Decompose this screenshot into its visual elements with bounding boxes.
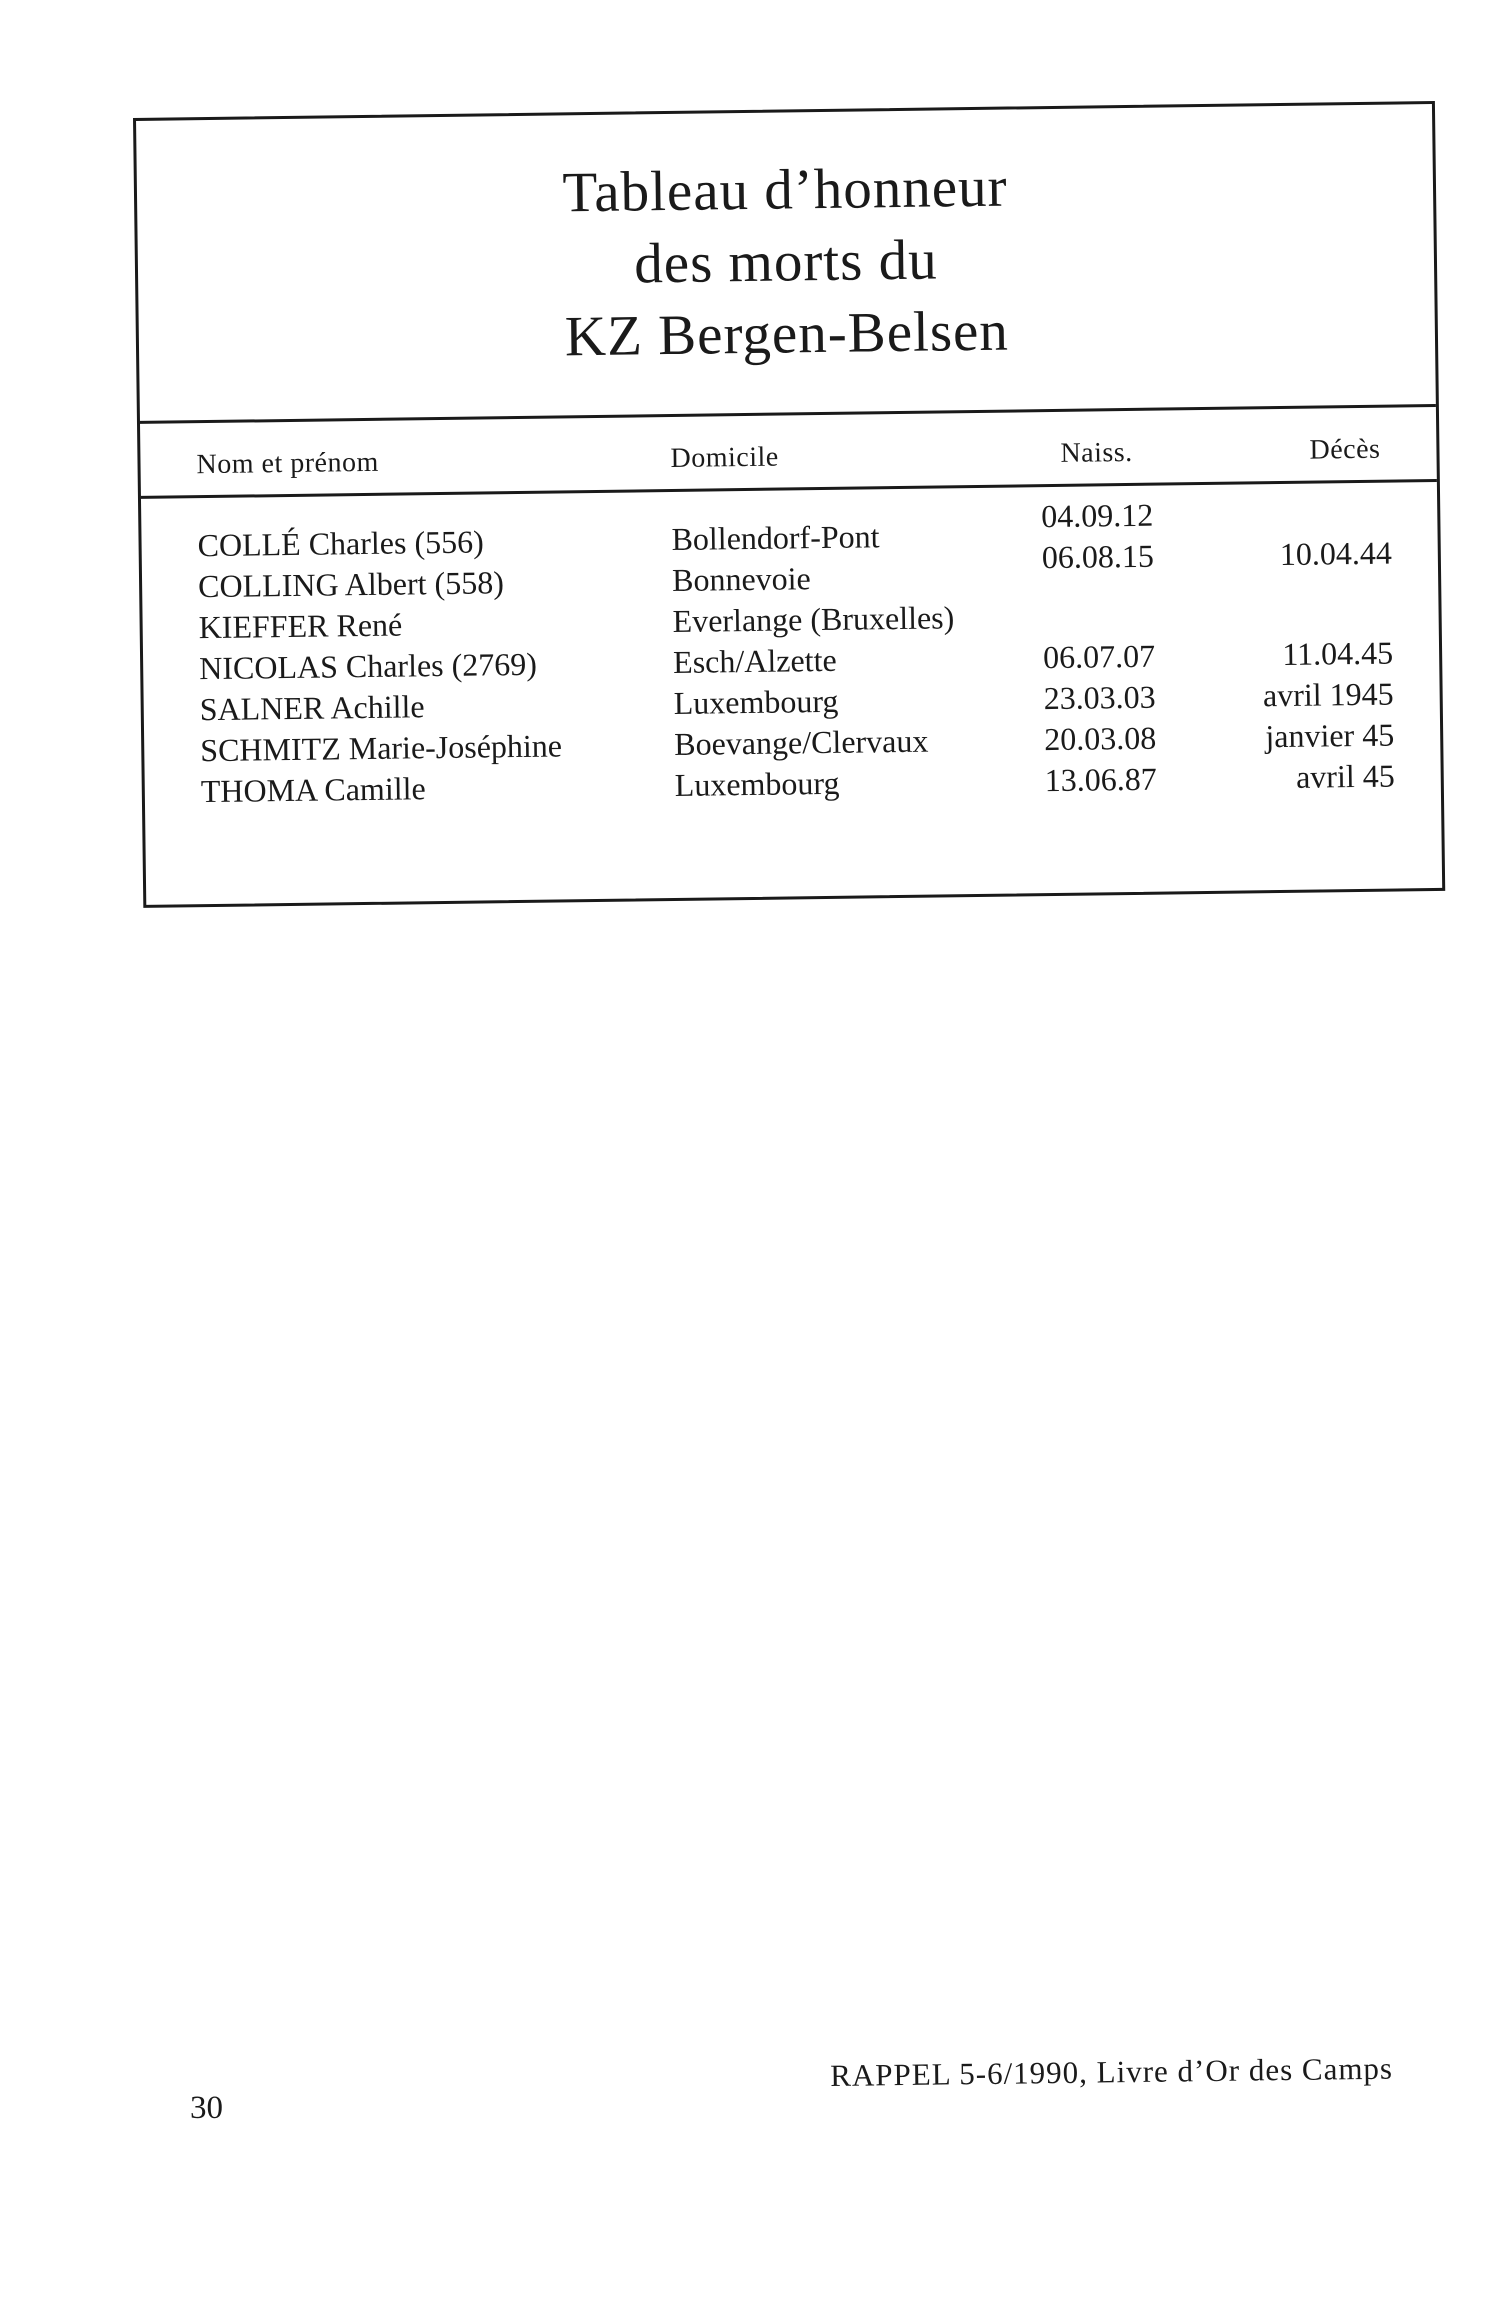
cell-nom: THOMA Camille	[200, 770, 426, 810]
cell-nom: COLLÉ Charles (556)	[197, 523, 484, 564]
header-domicile: Domicile	[670, 441, 779, 474]
cell-deces: 10.04.44	[1279, 534, 1393, 573]
cell-nom: SALNER Achille	[199, 688, 425, 728]
cell-deces: avril 45	[1295, 757, 1395, 795]
header-naiss: Naiss.	[1060, 436, 1133, 469]
cell-naiss: 06.08.15	[1041, 537, 1155, 576]
table-body	[141, 496, 1441, 813]
publication-reference: RAPPEL 5-6/1990, Livre d’Or des Camps	[830, 2050, 1394, 2093]
title-line-3: KZ Bergen-Belsen	[564, 299, 1010, 369]
header-nom: Nom et prénom	[196, 446, 379, 481]
table-header	[140, 404, 1437, 499]
table-title	[137, 146, 1436, 379]
page-number: 30	[190, 2090, 223, 2126]
cell-deces: 11.04.45	[1282, 634, 1394, 673]
cell-naiss: 13.06.87	[1044, 760, 1157, 799]
cell-nom: KIEFFER René	[198, 606, 403, 646]
cell-naiss: 20.03.08	[1043, 719, 1157, 758]
cell-naiss: 04.09.12	[1041, 496, 1154, 535]
honor-table-box	[133, 101, 1445, 908]
cell-domicile: Everlange (Bruxelles)	[672, 599, 955, 639]
cell-nom: NICOLAS Charles (2769)	[198, 645, 538, 687]
cell-domicile: Bollendorf-Pont	[671, 518, 880, 557]
cell-naiss: 23.03.03	[1043, 678, 1156, 717]
cell-domicile: Boevange/Clervaux	[674, 722, 929, 762]
cell-domicile: Bonnevoie	[671, 560, 811, 598]
cell-nom: COLLING Albert (558)	[197, 564, 505, 605]
cell-nom: SCHMITZ Marie-Joséphine	[200, 727, 563, 769]
cell-deces: janvier 45	[1265, 716, 1395, 755]
title-line-1: Tableau d’honneur	[562, 155, 1008, 225]
cell-naiss: 06.07.07	[1042, 637, 1156, 676]
cell-domicile: Esch/Alzette	[672, 641, 837, 680]
cell-domicile: Luxembourg	[674, 764, 840, 803]
header-deces: Décès	[1309, 433, 1381, 466]
cell-domicile: Luxembourg	[673, 682, 839, 721]
title-line-2: des morts du	[633, 228, 938, 296]
cell-deces: avril 1945	[1262, 675, 1394, 714]
